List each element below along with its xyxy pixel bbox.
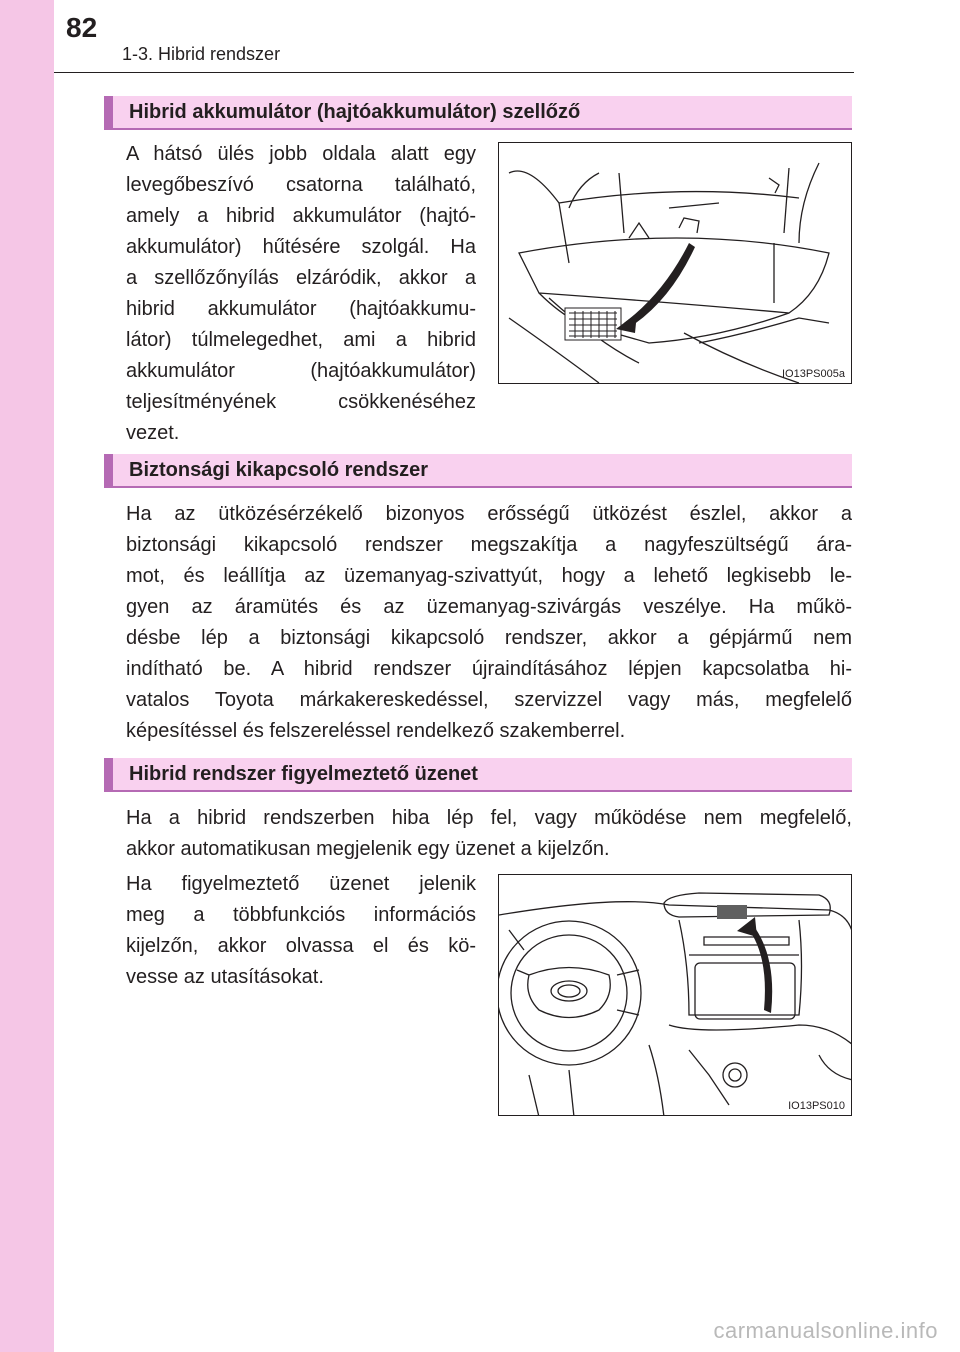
header-divider xyxy=(54,72,854,73)
section-heading-battery-vent xyxy=(104,96,852,130)
text-line: vesse az utasításokat. xyxy=(126,966,324,988)
battery-vent-paragraph xyxy=(126,139,476,449)
figure-code: IO13PS005a xyxy=(782,368,845,380)
figure-code: IO13PS010 xyxy=(788,1100,845,1112)
text-line: levegőbeszívó csatorna található, xyxy=(126,174,476,196)
page-number: 82 xyxy=(66,12,98,43)
text-line: Ha figyelmeztető üzenet jelenik xyxy=(126,873,476,895)
text-line: mot, és leállítja az üzemanyag-szivattyút, hogy a lehető legkisebb le- xyxy=(126,565,852,587)
text-line: a szellőzőnyílás elzáródik, akkor a xyxy=(126,267,476,289)
text-line: amely a hibrid akkumulátor (hajtó- xyxy=(126,205,476,227)
watermark-text: carmanualsonline.info xyxy=(713,1318,938,1343)
side-color-band xyxy=(0,0,54,1352)
text-line: indítható be. A hibrid rendszer újraindításához lépjen kapcsolatba hi- xyxy=(126,658,852,680)
warning-instruction-paragraph xyxy=(126,869,476,993)
section-heading-text: Hibrid rendszer figyelmeztető üzenet xyxy=(129,763,478,785)
text-line: A hátsó ülés jobb oldala alatt egy xyxy=(126,143,476,165)
dashboard-drawing xyxy=(499,875,852,1116)
text-line: vezet. xyxy=(126,422,180,444)
section-heading-warning-message xyxy=(104,758,852,792)
section-heading-safety-shutoff xyxy=(104,454,852,488)
text-line: látor) túlmelegedhet, ami a hibrid xyxy=(126,329,476,351)
dashboard-display-illustration xyxy=(498,874,852,1116)
text-line: biztonsági kikapcsoló rendszer megszakítja a nagyfeszültségű ára- xyxy=(126,534,852,556)
rear-seat-drawing xyxy=(499,143,852,384)
text-line: képesítéssel és felszereléssel rendelkező szakemberrel. xyxy=(126,720,626,742)
section-heading-text: Hibrid akkumulátor (hajtóakkumulátor) szellőző xyxy=(129,101,581,123)
text-line: teljesítményének csökkenéséhez xyxy=(126,391,476,413)
rear-seat-vent-illustration xyxy=(498,142,852,384)
text-line: kijelzőn, akkor olvassa el és kö- xyxy=(126,935,476,957)
text-line: Ha a hibrid rendszerben hiba lép fel, vagy működése nem megfelelő, xyxy=(126,807,852,829)
text-line: hibrid akkumulátor (hajtóakkumu- xyxy=(126,298,476,320)
text-line: gyen az áramütés és az üzemanyag-szivárgás veszélye. Ha műkö- xyxy=(126,596,852,618)
text-line: akkumulátor (hajtóakkumulátor) xyxy=(126,360,476,382)
section-heading-text: Biztonsági kikapcsoló rendszer xyxy=(129,459,428,481)
safety-shutoff-paragraph xyxy=(126,499,852,747)
text-line: meg a többfunkciós információs xyxy=(126,904,476,926)
warning-message-paragraph xyxy=(126,803,852,865)
chapter-title: 1-3. Hibrid rendszer xyxy=(122,44,281,64)
text-line: vatalos Toyota márkakereskedéssel, szervizzel vagy más, megfelelő xyxy=(126,689,852,711)
text-line: désbe lép a biztonsági kikapcsoló rendszer, akkor a gépjármű nem xyxy=(126,627,852,649)
text-line: akkor automatikusan megjelenik egy üzenet a kijelzőn. xyxy=(126,838,610,860)
text-line: Ha az ütközésérzékelő bizonyos erősségű ütközést észlel, akkor a xyxy=(126,503,852,525)
text-line: akkumulátor) hűtésére szolgál. Ha xyxy=(126,236,476,258)
